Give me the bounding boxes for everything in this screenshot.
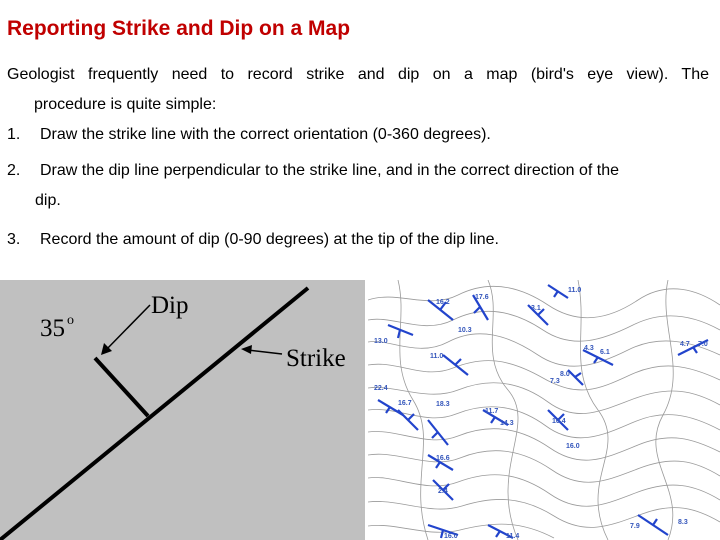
map-label: 7.9 xyxy=(630,523,640,530)
dip-line xyxy=(95,358,148,416)
map-label: 16.0 xyxy=(566,443,580,450)
step-2 xyxy=(7,156,709,216)
map-label: 8.0 xyxy=(560,371,570,378)
intro-line-1: Geologist frequently need to record strike and dip on a map (bird's eye view). The xyxy=(7,66,709,83)
step-number: 3. xyxy=(7,231,21,248)
strike-dip-diagram xyxy=(0,280,365,540)
map-label: 18.3 xyxy=(436,401,450,408)
map-label: 16.0 xyxy=(444,533,458,540)
map-label: 13.0 xyxy=(374,338,388,345)
map-label: 4.7 xyxy=(680,341,690,348)
intro-paragraph xyxy=(7,60,709,120)
map-label: 11.0 xyxy=(430,353,444,360)
map-label: 17.6 xyxy=(475,294,489,301)
step-3 xyxy=(7,225,709,255)
map-label: 2.4 xyxy=(438,488,448,495)
step-text: Draw the strike line with the correct orientation (0-360 degrees). xyxy=(40,126,491,143)
step-1 xyxy=(7,120,709,150)
strike-dip-diagram-svg xyxy=(0,280,365,540)
map-label: 6.1 xyxy=(600,349,610,356)
map-label: 8.3 xyxy=(678,519,688,526)
strike-pointer-line xyxy=(248,350,282,354)
map-label: 10.4 xyxy=(552,418,566,425)
dip-angle-value: 35 xyxy=(40,315,65,342)
step-text: Draw the dip line perpendicular to the strike line, and in the correct direction of the xyxy=(40,162,619,179)
topographic-map xyxy=(368,280,720,540)
map-label: 7.0 xyxy=(698,341,708,348)
dip-pointer-line xyxy=(104,305,150,352)
map-label: 11.0 xyxy=(568,287,582,294)
step-text-continued: dip. xyxy=(35,192,61,209)
strike-dip-symbols xyxy=(378,285,708,538)
map-label: 16.2 xyxy=(436,299,450,306)
map-label: 16.7 xyxy=(398,400,412,407)
map-label: 3.1 xyxy=(531,305,541,312)
step-number: 1. xyxy=(7,126,21,143)
map-label: 16.6 xyxy=(436,455,450,462)
map-label: 14.3 xyxy=(500,420,514,427)
degree-symbol: o xyxy=(67,313,74,328)
map-label: 11.7 xyxy=(485,408,499,415)
contour-lines xyxy=(368,280,720,540)
page-title: Reporting Strike and Dip on a Map xyxy=(7,17,351,40)
intro-line-2: procedure is quite simple: xyxy=(34,96,217,113)
dip-label: Dip xyxy=(151,292,189,319)
map-dip-labels xyxy=(374,287,708,540)
topographic-map-svg xyxy=(368,280,720,540)
strike-label: Strike xyxy=(286,345,346,372)
step-text: Record the amount of dip (0-90 degrees) at the tip of the dip line. xyxy=(40,231,499,248)
map-label: 22.4 xyxy=(374,385,388,392)
step-number: 2. xyxy=(7,162,21,179)
strike-pointer-arrowhead xyxy=(241,345,252,354)
map-label: 10.3 xyxy=(458,327,472,334)
map-label: 4.3 xyxy=(584,345,594,352)
map-label: 11.4 xyxy=(506,533,520,540)
map-label: 7.3 xyxy=(550,378,560,385)
